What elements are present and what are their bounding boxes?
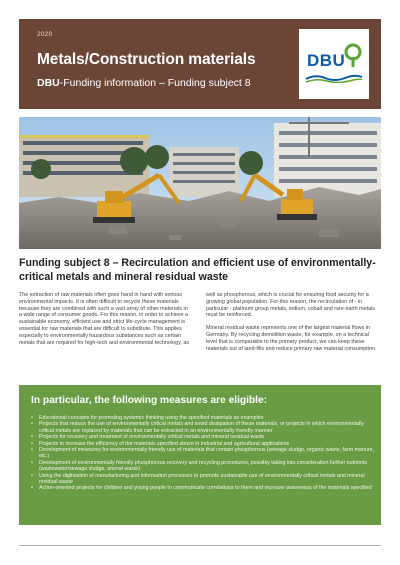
measures-title: In particular, the following measures are eligible: bbox=[31, 395, 268, 406]
measures-box bbox=[19, 385, 381, 525]
body-paragraph: Mineral residual waste represents one of the largest material flows in Germany. By recycling demolition waste, for example, on a technical level that is comparable to the primary product, we can keep these materials out of land-fills and reduce primary raw material consumption. bbox=[206, 325, 377, 352]
subtitle-text: -Funding information – Funding subject 8 bbox=[59, 77, 251, 89]
dbu-logo-text: DBU bbox=[307, 51, 346, 70]
body-column-left bbox=[19, 292, 191, 346]
photo-illustration bbox=[19, 117, 381, 249]
body-paragraph: well as phosphorous, which is crucial for ensuring food security for a growing global population. For this reason, the recirculation of - in particular - platinum group metals, indium, cobalt and rare earth metals must be reinforced. bbox=[206, 292, 375, 319]
subtitle-brand: DBU bbox=[37, 77, 60, 89]
list-item: • Projects to increase the efficiency of the materials specified above in industrial and agricultural applications bbox=[31, 441, 375, 447]
list-item: • Projects that reduce the use of environmentally critical metals and avoid dissipation of these materials, or projects in which environmentally critical metals are replaced by materials that can be extracted in an environmentally friendly manner bbox=[31, 421, 375, 434]
measures-list bbox=[31, 415, 375, 492]
list-item: • Action-oriented projects for children and young people to communicate correlations to them and increase awareness of the materials specified bbox=[31, 485, 375, 491]
list-item: • Development of measures for environmentally friendly use of materials that contain phosphorous (sewage sludge, organic waste, farm manure, etc.) bbox=[31, 447, 375, 460]
footer-divider bbox=[19, 545, 381, 546]
dbu-logo bbox=[299, 29, 369, 99]
wave-logo-icon bbox=[305, 73, 363, 83]
year-label: 2020 bbox=[37, 31, 53, 38]
demolition-site-photo bbox=[19, 117, 381, 249]
section-heading: Funding subject 8 – Recirculation and efficient use of environmentally-critical metals and mineral residual waste bbox=[19, 257, 376, 283]
header-banner bbox=[19, 19, 381, 109]
list-item: • Projects for recovery and treatment of environmentally critical metals and mineral residual waste bbox=[31, 434, 375, 440]
list-item: • Using the digitisation of manufacturing and information processes to promote sustainable use of environmentally critical metals and mineral residual waste bbox=[31, 473, 375, 486]
list-item: • Development of environmentally friendly phosphorous recovery and recycling procedures, possibly taking into consideration further nutrients (wastewater/sewage sludge, animal waste) bbox=[31, 460, 375, 473]
list-item: • Educational concepts for promoting systemic thinking using the specified materials as examples bbox=[31, 415, 375, 421]
body-column-right bbox=[206, 292, 378, 352]
body-paragraph: The extraction of raw materials often goes hand in hand with serious environmental impacts. It is often difficult to recycle these materials because they are combined with such a vast array of other materials in a wide range of consumer goods. For this reason, in order to achieve a sustainable economy, efficient use and strict life-cycle management is essential for raw materials that are difficult to substitute. This applies especially to environmentally hazardous substances such as certain metals that are required for high-tech and environmental technology, as bbox=[19, 292, 190, 346]
page-subtitle bbox=[37, 77, 251, 89]
page-title: Metals/Construction materials bbox=[37, 51, 256, 68]
leaf-logo-icon bbox=[343, 43, 363, 69]
